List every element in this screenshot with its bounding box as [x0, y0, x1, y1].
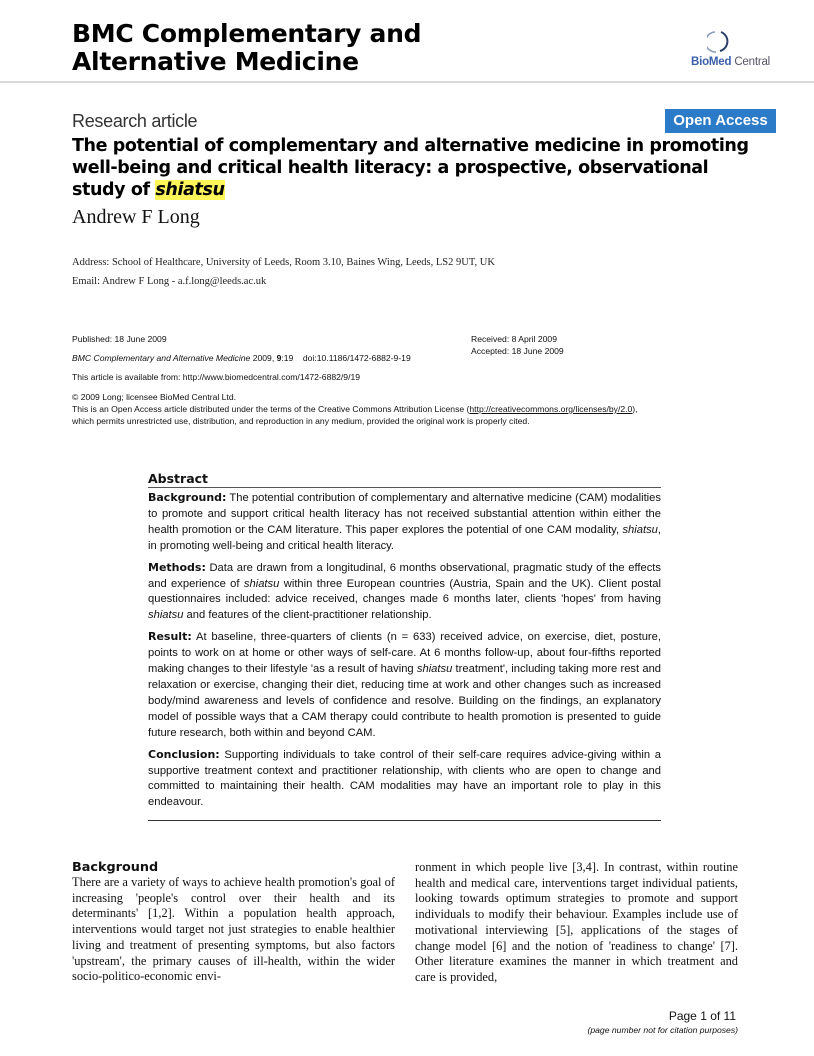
abstract-text: At baseline, three-quarters of clients (n = 633) received advice, on exercise, diet, posture, points to work on at home or other ways of self-care. At 6 months follow-up, about four-fifths reported making changes to their lifestyle 'as a result of having — [148, 631, 661, 676]
header-divider — [0, 81, 814, 83]
abstract-text: , in promoting well-being and critical health literacy. — [148, 523, 661, 552]
page-number: Page 1 of 11 — [668, 1009, 736, 1023]
abstract-methods — [148, 560, 661, 625]
abstract-emphasis: shiatsu — [243, 577, 280, 590]
body-paragraph: There are a variety of ways to achieve health promotion's goal of increasing 'people's control over their health and its determinants' [1,2]. Within a population health approach, interventions would target not just strategies to enable healthier living and treatment of presenting symptoms, but also factors 'upstream', the primary causes of ill-health, within the wider socio-politico-economic envi- — [72, 875, 395, 984]
citation-year: 2009, — [250, 353, 277, 363]
published-date: Published: 18 June 2009 — [72, 334, 167, 344]
abstract-result-label: Result: — [148, 630, 192, 644]
abstract-conclusion — [148, 747, 661, 812]
abstract-background — [148, 490, 661, 555]
article-title — [72, 135, 752, 201]
citation-issue: :19 — [281, 353, 294, 363]
abstract-background-label: Background: — [148, 491, 227, 504]
author-name: Andrew F Long — [72, 206, 200, 228]
accepted-date: Accepted: 18 June 2009 — [471, 346, 564, 356]
abstract-conclusion-label: Conclusion: — [148, 747, 220, 761]
logo-central: Central — [731, 56, 770, 68]
citation — [72, 353, 411, 363]
abstract-text: within three European countries (Austria, Spain and the UK). Client postal questionnaires included: advice received, changes made 6 months later, clients 'hopes' from having — [148, 577, 661, 606]
abstract-divider — [148, 820, 661, 821]
highlighted-term: shiatsu — [155, 180, 225, 200]
license-line-2: which permits unrestricted use, distribution, and reproduction in any medium, provided the original work is properly cited. — [72, 416, 530, 426]
abstract-text: The potential contribution of complementary and alternative medicine (CAM) modalities to promote and support critical health literacy has not received substantial attention within either the health promotion or the CAM literature. This paper explores the potential of one CAM modality, — [148, 492, 661, 536]
abstract-section — [148, 471, 661, 821]
journal-title-line-1: BMC Complementary and — [72, 19, 422, 48]
body-column-left — [72, 860, 395, 985]
journal-title-line-2: Alternative Medicine — [72, 47, 359, 76]
open-access-badge: Open Access — [665, 109, 776, 133]
biomed-central-arc-icon — [707, 30, 729, 54]
abstract-text: Data are drawn from a longitudinal, 6 months observational, pragmatic study of the effects and experience of — [148, 561, 661, 590]
section-heading-background: Background — [72, 860, 159, 875]
availability-note: This article is available from: http://www.biomedcentral.com/1472-6882/9/19 — [72, 372, 361, 382]
author-address: Address: School of Healthcare, University of Leeds, Room 3.10, Baines Wing, Leeds, LS2 9UT, UK — [72, 257, 495, 268]
abstract-methods-label: Methods: — [148, 560, 206, 574]
page-number-note: (page number not for citation purposes) — [587, 1025, 738, 1035]
abstract-text: Supporting individuals to take control of their self-care requires advice-giving within a supportive treatment context and practitioner relationship, with clients who are open to change and committed to maintaining their health. CAM modalities may have an important role to play in this endeavour. — [148, 748, 661, 809]
logo-biomed: BioMed — [691, 56, 732, 68]
received-date: Received: 8 April 2009 — [471, 334, 557, 344]
license-line-1 — [72, 404, 638, 414]
body-column-right — [415, 860, 738, 986]
abstract-text: treatment', including taking more rest and relaxation or exercise, changing their diet, reducing time at work and other changes such as increased body/mind awareness and levels of confidence and resolve. Building on the findings, an explanatory model of possible ways that a CAM therapy could contribute to health promotion is presented to guide future research, both within and beyond CAM. — [148, 663, 662, 739]
copyright: © 2009 Long; licensee BioMed Central Ltd. — [72, 392, 236, 402]
article-type: Research article — [72, 111, 198, 131]
abstract-emphasis: shiatsu — [148, 609, 184, 622]
body-paragraph: ronment in which people live [3,4]. In contrast, within routine health and medical care, interventions target individual patients, looking towards optimum strategies to promote and support individuals to modify their behaviour. Examples include use of motivational interviewing [5], applications of the stages of change model [6] and the notion of 'readiness to change' [7]. Other literature examines the manner in which treatment and care is provided, — [415, 860, 738, 984]
logo-text — [650, 56, 770, 68]
doi[interactable]: doi:10.1186/1472-6882-9-19 — [302, 353, 411, 363]
journal-title — [72, 20, 421, 76]
author-email: Email: Andrew F Long - a.f.long@leeds.ac.uk — [72, 276, 267, 287]
abstract-emphasis: shiatsu — [416, 663, 453, 676]
abstract-text: and features of the client-practitioner relationship. — [183, 609, 432, 622]
abstract-result — [148, 629, 661, 741]
abstract-emphasis: shiatsu — [622, 523, 658, 536]
article-title-text: The potential of complementary and alternative medicine in promoting well-being and critical health literacy: a prospective, observational study of — [72, 136, 749, 200]
license-text-end: ), — [632, 404, 638, 414]
biomed-central-logo — [650, 30, 770, 75]
abstract-heading: Abstract — [148, 471, 661, 488]
citation-journal: BMC Complementary and Alternative Medicine — [72, 353, 251, 363]
license-text: This is an Open Access article distributed under the terms of the Creative Commons Attribution License ( — [72, 404, 470, 414]
license-link[interactable]: http://creativecommons.org/licenses/by/2.0 — [469, 404, 633, 414]
citation-volume: 9 — [276, 353, 282, 363]
